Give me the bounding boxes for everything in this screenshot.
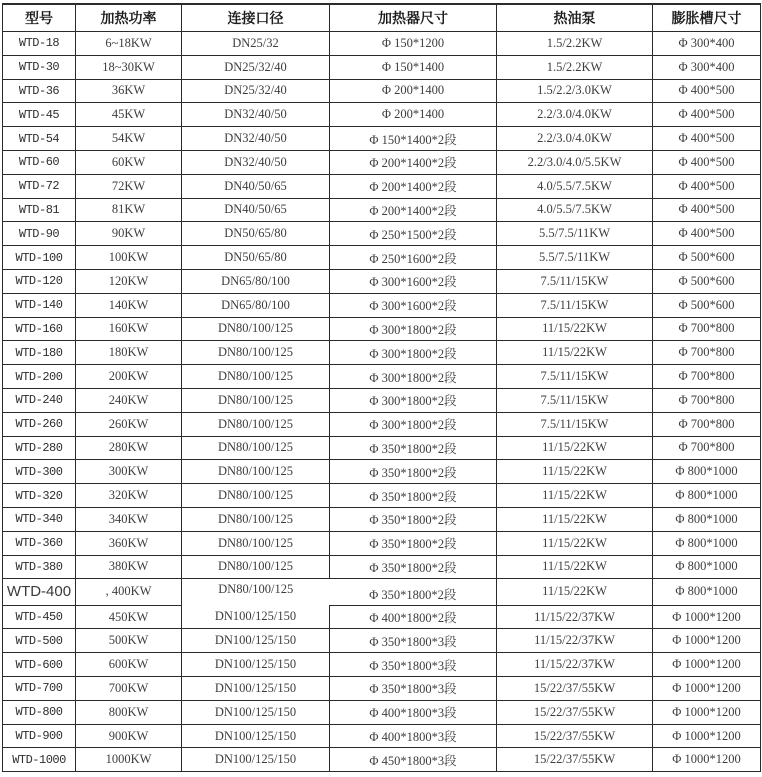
cell-heater: Φ 350*1800*2段 [330,460,497,484]
table-row [3,412,761,436]
table-row [3,605,761,629]
table-row [3,484,761,508]
cell-power: 300KW [76,460,182,484]
cell-model: WTD-280 [3,436,76,460]
cell-heater: Φ 400*1800*3段 [330,700,497,724]
cell-model: WTD-90 [3,222,76,246]
cell-expansion: Φ 400*500 [653,127,761,151]
table-row [3,79,761,103]
cell-pump: 2.2/3.0/4.0/5.5KW [497,150,653,174]
table-row [3,174,761,198]
cell-model: WTD-60 [3,150,76,174]
table-row [3,748,761,772]
cell-heater: Φ 200*1400*2段 [330,150,497,174]
cell-expansion: Φ 400*500 [653,222,761,246]
cell-pump: 7.5/11/15KW [497,412,653,436]
cell-heater: Φ 200*1400 [330,79,497,103]
cell-expansion: Φ 700*800 [653,412,761,436]
cell-power: 160KW [76,317,182,341]
table-row [3,555,761,579]
cell-connection: DN100/125/150 [182,748,330,772]
table-row [3,127,761,151]
cell-pump: 1.5/2.2KW [497,55,653,79]
table-row [3,436,761,460]
table-row [3,388,761,412]
cell-power: 240KW [76,388,182,412]
cell-pump: 11/15/22/37KW [497,653,653,677]
cell-model: WTD-800 [3,700,76,724]
cell-heater: Φ 250*1500*2段 [330,222,497,246]
cell-expansion: Φ 400*500 [653,198,761,222]
cell-connection: DN25/32/40 [182,79,330,103]
table-header [3,4,761,32]
cell-connection: DN40/50/65 [182,198,330,222]
cell-connection: DN80/100/125 [182,341,330,365]
cell-power: 500KW [76,629,182,653]
cell-model: WTD-380 [3,555,76,579]
cell-heater: Φ 300*1800*2段 [330,365,497,389]
cell-model: WTD-240 [3,388,76,412]
column-header-power: 加热功率 [76,4,182,32]
cell-heater: Φ 200*1400 [330,103,497,127]
cell-model: WTD-180 [3,341,76,365]
cell-power: 36KW [76,79,182,103]
cell-heater: Φ 350*1800*3段 [330,629,497,653]
cell-pump: 15/22/37/55KW [497,748,653,772]
cell-expansion: Φ 300*400 [653,32,761,56]
cell-model: WTD-260 [3,412,76,436]
cell-power: 140KW [76,293,182,317]
cell-heater: Φ 300*1600*2段 [330,293,497,317]
cell-model: WTD-320 [3,484,76,508]
cell-power: 120KW [76,269,182,293]
cell-power: 81KW [76,198,182,222]
cell-expansion: Φ 1000*1200 [653,605,761,629]
cell-model: WTD-700 [3,677,76,701]
cell-power: 700KW [76,677,182,701]
cell-power: 900KW [76,724,182,748]
cell-model: WTD-400 [3,579,76,605]
cell-connection: DN80/100/125 [182,436,330,460]
cell-heater: Φ 300*1800*2段 [330,388,497,412]
cell-connection: DN32/40/50 [182,103,330,127]
cell-pump: 11/15/22KW [497,436,653,460]
cell-connection: DN80/100/125 [182,484,330,508]
cell-model: WTD-340 [3,507,76,531]
cell-heater: Φ 300*1600*2段 [330,269,497,293]
cell-power: 800KW [76,700,182,724]
cell-model: WTD-300 [3,460,76,484]
column-header-connection: 连接口径 [182,4,330,32]
cell-pump: 11/15/22KW [497,341,653,365]
cell-pump: 4.0/5.5/7.5KW [497,174,653,198]
cell-pump: 5.5/7.5/11KW [497,246,653,270]
cell-expansion: Φ 700*800 [653,436,761,460]
cell-expansion: Φ 800*1000 [653,579,761,605]
cell-heater: Φ 350*1800*2段 [330,531,497,555]
cell-heater: Φ 200*1400*2段 [330,174,497,198]
cell-heater: Φ 350*1800*3段 [330,677,497,701]
cell-pump: 11/15/22KW [497,317,653,341]
cell-expansion: Φ 500*600 [653,269,761,293]
cell-connection: DN80/100/125 [182,365,330,389]
cell-expansion: Φ 800*1000 [653,555,761,579]
cell-connection: DN80/100/125 [182,555,330,579]
cell-model: WTD-72 [3,174,76,198]
cell-model: WTD-500 [3,629,76,653]
cell-connection: DN80/100/125 [182,531,330,555]
cell-connection: DN80/100/125 [182,412,330,436]
cell-expansion: Φ 400*500 [653,150,761,174]
cell-pump: 11/15/22KW [497,555,653,579]
cell-model: WTD-200 [3,365,76,389]
cell-heater: Φ 250*1600*2段 [330,246,497,270]
table-row [3,507,761,531]
cell-pump: 2.2/3.0/4.0KW [497,103,653,127]
cell-expansion: Φ 1000*1200 [653,700,761,724]
cell-expansion: Φ 1000*1200 [653,724,761,748]
table-row [3,653,761,677]
cell-expansion: Φ 1000*1200 [653,629,761,653]
cell-heater: Φ 400*1800*2段 [330,605,497,629]
column-header-pump: 热油泵 [497,4,653,32]
cell-power: 90KW [76,222,182,246]
table-row [3,246,761,270]
cell-pump: 11/15/22KW [497,579,653,605]
table-row [3,198,761,222]
cell-heater: Φ 350*1800*3段 [330,653,497,677]
cell-connection: DN65/80/100 [182,269,330,293]
cell-connection: DN100/125/150 [182,605,330,629]
table-row [3,293,761,317]
cell-heater: Φ 300*1800*2段 [330,341,497,365]
cell-power: 450KW [76,605,182,629]
cell-model: WTD-450 [3,605,76,629]
cell-expansion: Φ 1000*1200 [653,677,761,701]
cell-heater: Φ 300*1800*2段 [330,317,497,341]
cell-connection: DN25/32 [182,32,330,56]
table-row [3,55,761,79]
cell-pump: 11/15/22KW [497,531,653,555]
cell-power: 260KW [76,412,182,436]
cell-model: WTD-30 [3,55,76,79]
cell-heater: Φ 400*1800*3段 [330,724,497,748]
cell-power: 6~18KW [76,32,182,56]
cell-pump: 11/15/22KW [497,484,653,508]
cell-power: 1000KW [76,748,182,772]
cell-heater: Φ 150*1200 [330,32,497,56]
cell-pump: 2.2/3.0/4.0KW [497,127,653,151]
cell-connection: DN32/40/50 [182,150,330,174]
table-row [3,677,761,701]
cell-pump: 11/15/22/37KW [497,605,653,629]
table-row [3,531,761,555]
cell-connection: DN65/80/100 [182,293,330,317]
table-row [3,222,761,246]
cell-heater: Φ 450*1800*3段 [330,748,497,772]
cell-expansion: Φ 700*800 [653,317,761,341]
cell-model: WTD-360 [3,531,76,555]
cell-model: WTD-81 [3,198,76,222]
cell-power: 60KW [76,150,182,174]
cell-pump: 7.5/11/15KW [497,365,653,389]
cell-pump: 4.0/5.5/7.5KW [497,198,653,222]
cell-model: WTD-54 [3,127,76,151]
table-row [3,700,761,724]
cell-heater: Φ 150*1400*2段 [330,127,497,151]
cell-power: 54KW [76,127,182,151]
cell-model: WTD-160 [3,317,76,341]
cell-model: WTD-120 [3,269,76,293]
cell-model: WTD-100 [3,246,76,270]
cell-power: 45KW [76,103,182,127]
table-row [3,460,761,484]
cell-power: 100KW [76,246,182,270]
cell-connection: DN25/32/40 [182,55,330,79]
cell-pump: 15/22/37/55KW [497,700,653,724]
cell-expansion: Φ 1000*1200 [653,748,761,772]
cell-expansion: Φ 800*1000 [653,507,761,531]
cell-expansion: Φ 800*1000 [653,484,761,508]
cell-pump: 11/15/22/37KW [497,629,653,653]
cell-heater: Φ 350*1800*2段 [330,507,497,531]
cell-connection: DN80/100/125 [182,507,330,531]
header-row [3,4,761,32]
cell-heater: Φ 200*1400*2段 [330,198,497,222]
cell-expansion: Φ 400*500 [653,79,761,103]
cell-expansion: Φ 800*1000 [653,531,761,555]
cell-heater: Φ 150*1400 [330,55,497,79]
cell-connection: DN100/125/150 [182,629,330,653]
cell-connection: DN100/125/150 [182,653,330,677]
column-header-expansion: 膨胀槽尺寸 [653,4,761,32]
cell-connection: DN32/40/50 [182,127,330,151]
cell-model: WTD-600 [3,653,76,677]
cell-power: 200KW [76,365,182,389]
cell-heater: Φ 300*1800*2段 [330,412,497,436]
cell-connection: DN50/65/80 [182,222,330,246]
cell-pump: 1.5/2.2KW [497,32,653,56]
cell-expansion: Φ 700*800 [653,365,761,389]
cell-connection: DN80/100/125 [182,388,330,412]
cell-pump: 11/15/22KW [497,460,653,484]
cell-pump: 15/22/37/55KW [497,677,653,701]
cell-connection: DN50/65/80 [182,246,330,270]
table-row [3,579,761,605]
cell-connection: DN100/125/150 [182,700,330,724]
table-row [3,269,761,293]
cell-power: 380KW [76,555,182,579]
cell-model: WTD-900 [3,724,76,748]
cell-pump: 7.5/11/15KW [497,269,653,293]
cell-expansion: Φ 800*1000 [653,460,761,484]
cell-power: 180KW [76,341,182,365]
cell-power: 600KW [76,653,182,677]
cell-expansion: Φ 400*500 [653,174,761,198]
cell-pump: 5.5/7.5/11KW [497,222,653,246]
cell-power: 340KW [76,507,182,531]
cell-connection: DN80/100/125 [182,460,330,484]
cell-expansion: Φ 700*800 [653,388,761,412]
cell-power: 280KW [76,436,182,460]
cell-heater: Φ 350*1800*2段 [330,555,497,579]
cell-pump: 7.5/11/15KW [497,388,653,412]
table-row [3,724,761,748]
cell-heater: Φ 350*1800*2段 [330,579,497,605]
cell-expansion: Φ 300*400 [653,55,761,79]
column-header-model: 型号 [3,4,76,32]
cell-power: , 400KW [76,579,182,605]
heater-spec-table [2,3,761,772]
cell-connection: DN100/125/150 [182,724,330,748]
table-row [3,32,761,56]
cell-expansion: Φ 1000*1200 [653,653,761,677]
cell-model: WTD-45 [3,103,76,127]
cell-heater: Φ 350*1800*2段 [330,484,497,508]
cell-pump: 15/22/37/55KW [497,724,653,748]
cell-model: WTD-18 [3,32,76,56]
cell-expansion: Φ 500*600 [653,246,761,270]
table-row [3,365,761,389]
table-body [3,32,761,772]
cell-expansion: Φ 400*500 [653,103,761,127]
cell-expansion: Φ 500*600 [653,293,761,317]
cell-power: 18~30KW [76,55,182,79]
table-row [3,629,761,653]
table-row [3,103,761,127]
cell-pump: 7.5/11/15KW [497,293,653,317]
cell-pump: 1.5/2.2/3.0KW [497,79,653,103]
cell-connection: DN100/125/150 [182,677,330,701]
cell-connection: DN80/100/125 [182,579,330,605]
table-row [3,317,761,341]
cell-heater: Φ 350*1800*2段 [330,436,497,460]
table-row [3,341,761,365]
cell-model: WTD-36 [3,79,76,103]
table-row [3,150,761,174]
cell-pump: 11/15/22KW [497,507,653,531]
cell-model: WTD-140 [3,293,76,317]
cell-connection: DN80/100/125 [182,317,330,341]
cell-power: 72KW [76,174,182,198]
cell-power: 360KW [76,531,182,555]
column-header-heater: 加热器尺寸 [330,4,497,32]
cell-power: 320KW [76,484,182,508]
cell-model: WTD-1000 [3,748,76,772]
cell-expansion: Φ 700*800 [653,341,761,365]
cell-connection: DN40/50/65 [182,174,330,198]
